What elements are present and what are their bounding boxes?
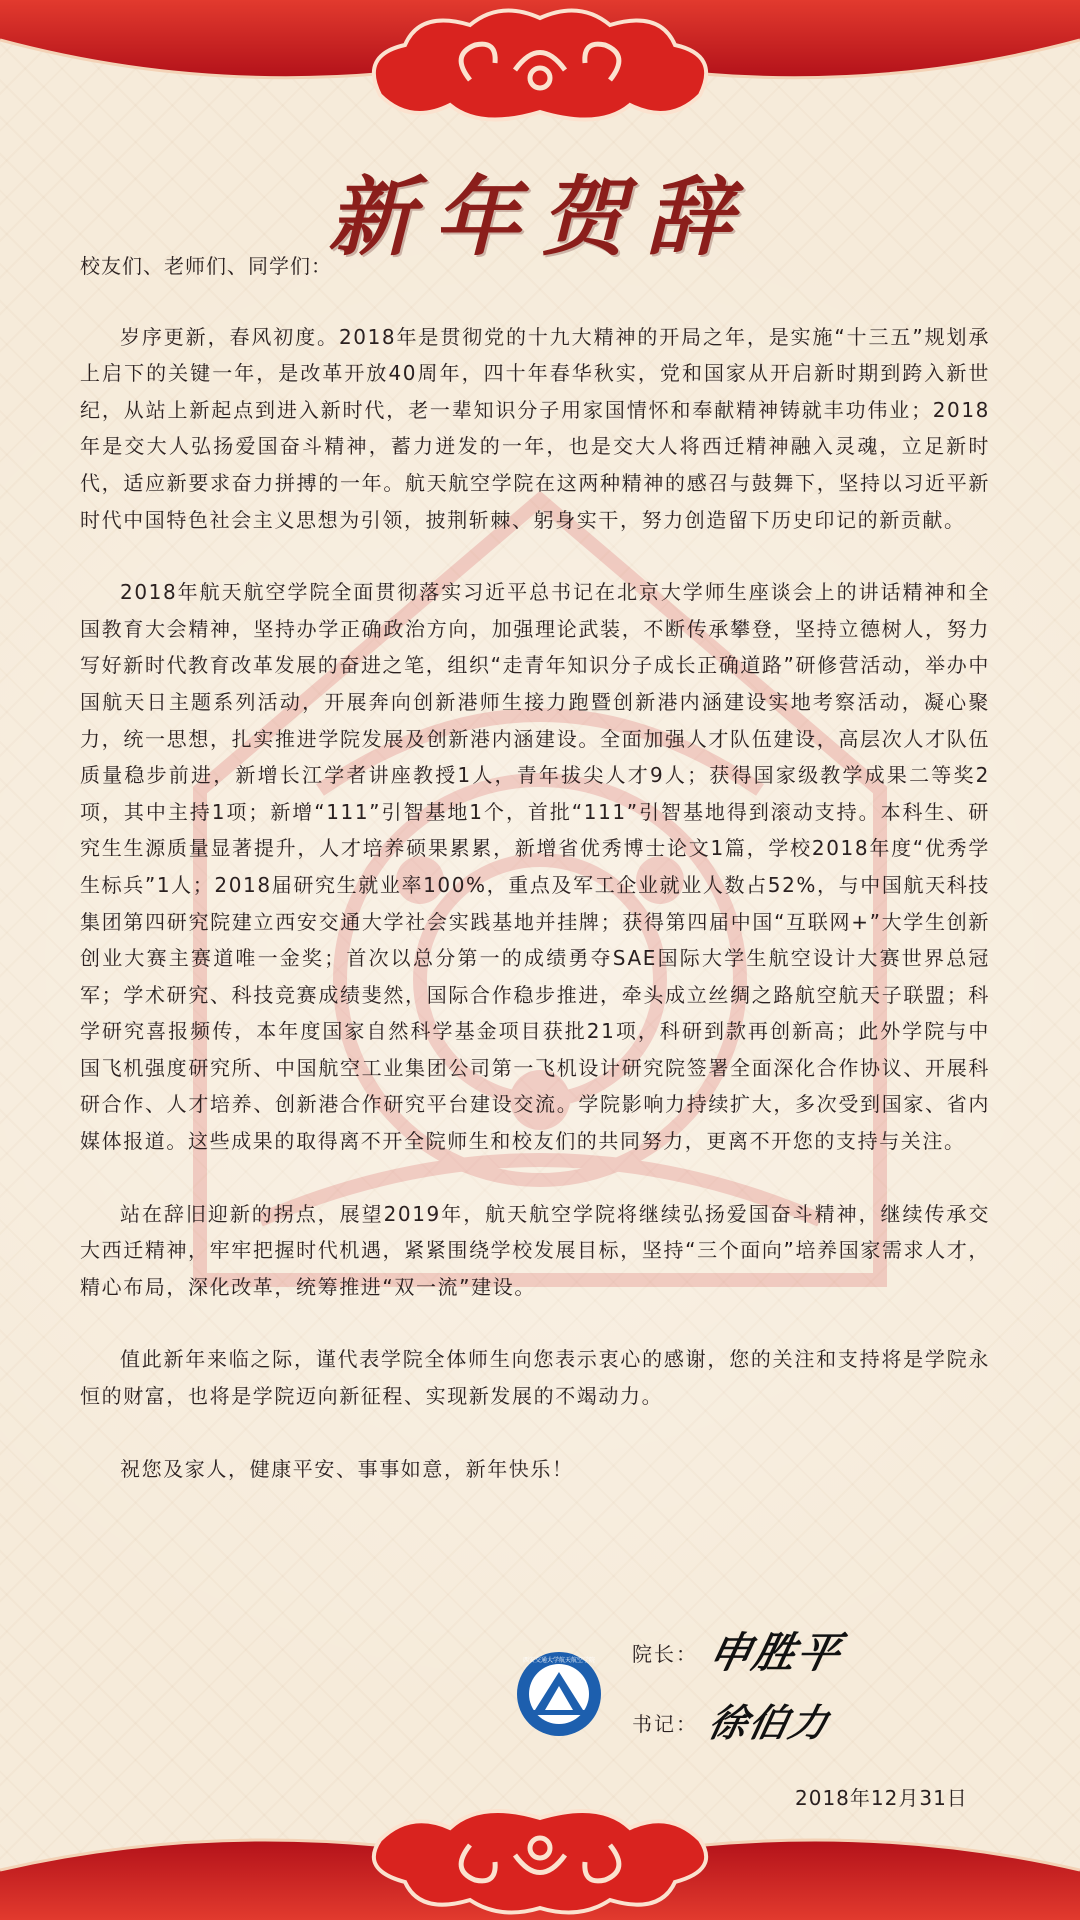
college-emblem-icon xyxy=(515,1650,603,1738)
emblem-text: 西安交通大学航天航空学院 xyxy=(522,1657,596,1664)
bottom-cloud-ornament xyxy=(0,1770,1080,1920)
paragraph: 祝您及家人，健康平安、事事如意，新年快乐！ xyxy=(120,1456,574,1481)
salutation: 校友们、老师们、同学们： xyxy=(80,254,332,278)
paragraph: 岁序更新，春风初度。2018年是贯彻党的十九大精神的开局之年，是实施“十三五”规划承上启下的关键一年，是改革开放40周年，四十年春华秋实，党和国家从开启新时期到跨入新世纪，从站上新起点到进入新时代，老一辈知识分子用家国情怀和奉献精神铸就丰功伟业；2018年是交大人弘扬爱国奋斗精神，蓄力迸发的一年，也是交大人将西迁精神融入灵魂，立足新时代，适应新要求奋力拼搏的一年。航天航空学院在这两种精神的感召与鼓舞下，坚持以习近平新时代中国特色社会主义思想为引领，披荆斩棘、躬身实干，努力创造留下历史印记的新贡献。 xyxy=(80,324,990,532)
paragraph: 站在辞旧迎新的拐点，展望2019年，航天航空学院将继续弘扬爱国奋斗精神，继续传承交大西迁精神，牢牢把握时代机遇，紧紧围绕学校发展目标，坚持“三个面向”培养国家需求人才，精心布局，深化改革，统筹推进“双一流”建设。 xyxy=(80,1201,990,1299)
paragraph: 2018年航天航空学院全面贯彻落实习近平总书记在北京大学师生座谈会上的讲话精神和全国教育大会精神，坚持办学正确政治方向，加强理论武装，不断传承攀登，坚持立德树人，努力写好新时代教育改革发展的奋进之笔，组织“走青年知识分子成长正确道路”研修营活动，举办中国航天日主题系列活动，开展奔向创新港师生接力跑暨创新港内涵建设实地考察活动，凝心聚力，统一思想，扎实推进学院发展及创新港内涵建设。全面加强人才队伍建设，高层次人才队伍质量稳步前进，新增长江学者讲座教授1人，青年拔尖人才9人；获得国家级教学成果二等奖2项，其中主持1项；新增“111”引智基地1个，首批“111”引智基地得到滚动支持。本科生、研究生生源质量显著提升，人才培养硕果累累，新增省优秀博士论文1篇，学校2018年度“优秀学生标兵”1人；2018届研究生就业率100%，重点及军工企业就业人数占52%，与中国航天科技集团第四研究院建立西安交通大学社会实践基地并挂牌；获得第四届中国“互联网+”大学生创新创业大赛主赛道唯一金奖；首次以总分第一的成绩勇夺SAE国际大学生航空设计大赛世界总冠军；学术研究、科技竞赛成绩斐然，国际合作稳步推进，牵头成立丝绸之路航空航天子联盟；科学研究喜报频传，本年度国家自然科学基金项目获批21项，科研到款再创新高；此外学院与中国飞机强度研究所、中国航空工业集团公司第一飞机设计研究院签署全面深化合作协议、开展科研合作、人才培养、创新港合作研究平台建设交流。学院影响力持续扩大，多次受到国家、省内媒体报道。这些成果的取得离不开全院师生和校友们的共同努力，更离不开您的支持与关注。 xyxy=(80,580,990,1154)
president-signature: 申胜平 xyxy=(704,1628,847,1677)
secretary-signature: 徐伯力 xyxy=(704,1700,835,1745)
paragraph: 值此新年来临之际，谨代表学院全体师生向您表示衷心的感谢，您的关注和支持将是学院永恒的财富，也将是学院迈向新征程、实现新发展的不竭动力。 xyxy=(80,1347,990,1409)
secretary-label: 书记： xyxy=(632,1712,698,1736)
letter-body xyxy=(80,248,990,1523)
page-title: 新年贺辞 xyxy=(328,167,752,268)
president-label: 院长： xyxy=(632,1642,698,1666)
letter-date: 2018年12月31日 xyxy=(795,1786,968,1810)
top-cloud-ornament xyxy=(0,0,1080,150)
